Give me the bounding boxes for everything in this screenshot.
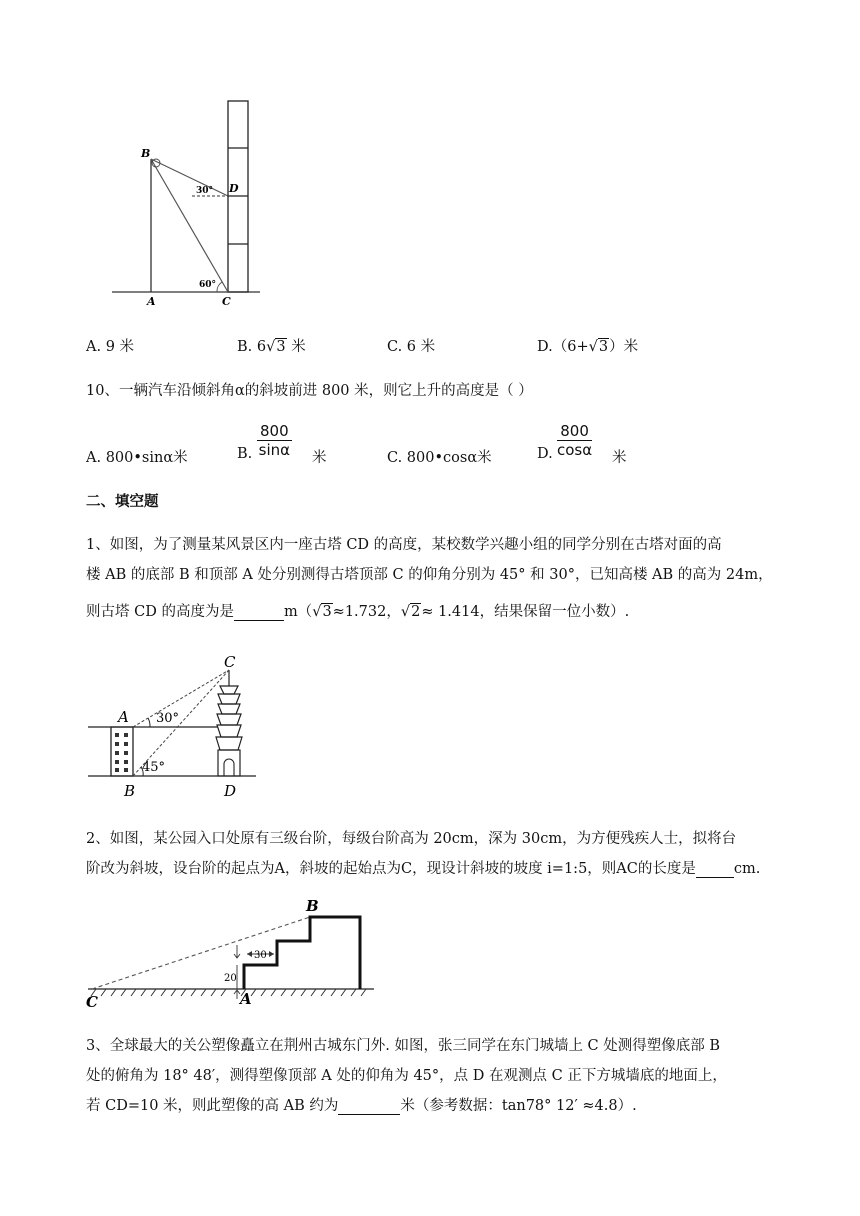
f3-line3: 若 CD=10 米，则此塑像的高 AB 约为 米（参考数据：tan78° 12′ ≈4.8）. <box>86 1098 637 1114</box>
f1-label-d: D <box>224 782 237 800</box>
q9-figure <box>100 95 270 310</box>
f1-line2: 楼 AB 的底部 B 和顶部 A 处分别测得古塔顶部 C 的仰角分别为 45° 和 30°，已知高楼 AB 的高为 24m， <box>86 567 773 583</box>
f3-line1: 3、全球最大的关公塑像矗立在荆州古城东门外. 如图，张三同学在东门城墙上 C 处测得塑像底部 B <box>86 1038 721 1054</box>
f1-label-c: C <box>224 653 236 671</box>
f2-figure <box>84 895 384 1010</box>
f1-label-a: A <box>118 708 129 726</box>
q9-label-d: D <box>229 182 239 195</box>
q9-label-c: C <box>222 295 231 308</box>
q9-option-d: D.（6+√3）米 <box>537 339 639 355</box>
f2-label-b: B <box>306 897 319 915</box>
q10-option-b-fraction: $\frac{800}{\sin\alpha}$ <box>258 422 291 459</box>
q10-option-d-fraction: $\frac{800}{\cos\alpha}$ <box>557 422 593 459</box>
q10-option-c: C. 800•cosα米 <box>387 450 492 466</box>
q9-angle-bottom: 60° <box>199 280 217 290</box>
f1-angle-30: 30° <box>156 711 180 726</box>
f1-line3: 则古塔 CD 的高度为是 m（√3≈1.732，√2≈ 1.414，结果保留一位小数）. <box>86 604 630 620</box>
f1-angle-45: 45° <box>142 760 166 775</box>
q9-option-b: B. 6√3 米 <box>237 339 306 355</box>
f1-label-b: B <box>124 782 136 800</box>
f2-line1: 2、如图，某公园入口处原有三级台阶，每级台阶高为 20cm，深为 30cm，为方便残疾人士，拟将台 <box>86 831 737 847</box>
q10-option-d-label: D. <box>537 446 553 462</box>
q10-option-a: A. 800•sinα米 <box>86 450 188 466</box>
f2-label-c: C <box>86 993 98 1010</box>
q9-option-a: A. 9 米 <box>86 339 135 355</box>
q9-angle-top: 30° <box>196 186 214 196</box>
q10-stem: 10、一辆汽车沿倾斜角α的斜坡前进 800 米，则它上升的高度是（ ） <box>86 383 533 399</box>
f2-line2: 阶改为斜坡，设台阶的起点为A，斜坡的起始点为C，现设计斜坡的坡度 i=1:5，则AC的长度是 cm. <box>86 861 761 877</box>
f3-answer-blank[interactable] <box>338 1098 400 1115</box>
q9-label-a: A <box>147 295 156 308</box>
f1-figure <box>84 650 274 800</box>
f2-answer-blank[interactable] <box>696 861 734 878</box>
f3-line2: 处的俯角为 18° 48′，测得塑像顶部 A 处的仰角为 45°，点 D 在观测点 C 正下方城墙底的地面上， <box>86 1068 727 1084</box>
f2-height-label: 20 <box>224 973 237 984</box>
q10-option-d-unit: 米 <box>612 450 627 466</box>
f2-depth-label: 30 <box>254 950 267 961</box>
section-title: 二、填空题 <box>86 494 159 510</box>
f1-line1: 1、如图，为了测量某风景区内一座古塔 CD 的高度，某校数学兴趣小组的同学分别在古塔对面的高 <box>86 537 722 553</box>
q9-option-c: C. 6 米 <box>387 339 436 355</box>
q10-option-b-unit: 米 <box>312 450 327 466</box>
f1-answer-blank[interactable] <box>234 604 284 621</box>
q9-label-b: B <box>141 147 151 160</box>
q10-option-b-label: B. <box>237 446 253 462</box>
f2-label-a: A <box>240 990 252 1008</box>
